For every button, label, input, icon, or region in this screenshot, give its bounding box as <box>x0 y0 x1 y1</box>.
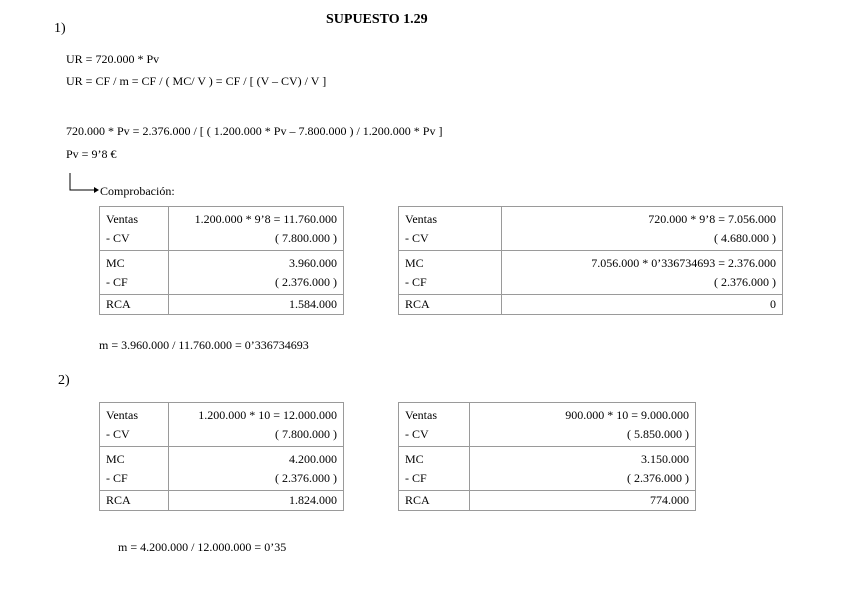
mc-value: 3.960.000 <box>289 256 337 270</box>
ventas-label: Ventas <box>106 408 138 422</box>
mc-label: MC <box>405 256 424 270</box>
rca-value: 0 <box>502 295 783 315</box>
ventas-label: Ventas <box>405 212 437 226</box>
mc-value: 3.150.000 <box>641 452 689 466</box>
table-supuesto-2-a <box>99 402 344 511</box>
mc-label: MC <box>106 452 125 466</box>
margin-ratio-1: m = 3.960.000 / 11.760.000 = 0’336734693 <box>99 338 309 352</box>
cv-value: ( 5.850.000 ) <box>627 427 689 441</box>
cf-label: - CF <box>405 471 427 485</box>
equation-ur-1: UR = 720.000 * Pv <box>66 52 160 66</box>
cv-value: ( 7.800.000 ) <box>275 231 337 245</box>
page-title: SUPUESTO 1.29 <box>326 12 428 27</box>
rca-label: RCA <box>100 491 169 511</box>
cf-value: ( 2.376.000 ) <box>627 471 689 485</box>
equation-ur-2: UR = CF / m = CF / ( MC/ V ) = CF / [ (V – CV) / V ] <box>66 74 327 88</box>
rca-label: RCA <box>399 295 502 315</box>
ventas-label: Ventas <box>405 408 437 422</box>
table-supuesto-2-b <box>398 402 696 511</box>
cv-label: - CV <box>106 427 130 441</box>
rca-value: 774.000 <box>470 491 696 511</box>
ventas-value: 720.000 * 9’8 = 7.056.000 <box>648 212 776 226</box>
ventas-value: 1.200.000 * 9’8 = 11.760.000 <box>194 212 337 226</box>
cv-value: ( 4.680.000 ) <box>714 231 776 245</box>
cv-label: - CV <box>405 231 429 245</box>
cv-label: - CV <box>106 231 130 245</box>
rca-value: 1.824.000 <box>169 491 344 511</box>
cf-label: - CF <box>405 275 427 289</box>
mc-label: MC <box>106 256 125 270</box>
table-comprobacion-1 <box>99 206 344 315</box>
cv-value: ( 7.800.000 ) <box>275 427 337 441</box>
cf-value: ( 2.376.000 ) <box>275 275 337 289</box>
equation-pv-1: 720.000 * Pv = 2.376.000 / [ ( 1.200.000 * Pv – 7.800.000 ) / 1.200.000 * Pv ] <box>66 124 443 138</box>
equation-pv-result: Pv = 9’8 € <box>66 147 117 161</box>
cf-label: - CF <box>106 471 128 485</box>
rca-value: 1.584.000 <box>169 295 344 315</box>
section-2-number: 2) <box>58 373 70 388</box>
cf-label: - CF <box>106 275 128 289</box>
rca-label: RCA <box>399 491 470 511</box>
ventas-value: 1.200.000 * 10 = 12.000.000 <box>198 408 337 422</box>
mc-value: 4.200.000 <box>289 452 337 466</box>
rca-label: RCA <box>100 295 169 315</box>
mc-value: 7.056.000 * 0’336734693 = 2.376.000 <box>591 256 776 270</box>
comprobacion-label: Comprobación: <box>100 184 175 198</box>
cf-value: ( 2.376.000 ) <box>714 275 776 289</box>
cv-label: - CV <box>405 427 429 441</box>
mc-label: MC <box>405 452 424 466</box>
margin-ratio-2: m = 4.200.000 / 12.000.000 = 0’35 <box>118 540 287 554</box>
section-1-number: 1) <box>54 21 66 36</box>
table-comprobacion-2 <box>398 206 783 315</box>
arrow-icon <box>66 172 100 194</box>
cf-value: ( 2.376.000 ) <box>275 471 337 485</box>
ventas-value: 900.000 * 10 = 9.000.000 <box>565 408 689 422</box>
ventas-label: Ventas <box>106 212 138 226</box>
